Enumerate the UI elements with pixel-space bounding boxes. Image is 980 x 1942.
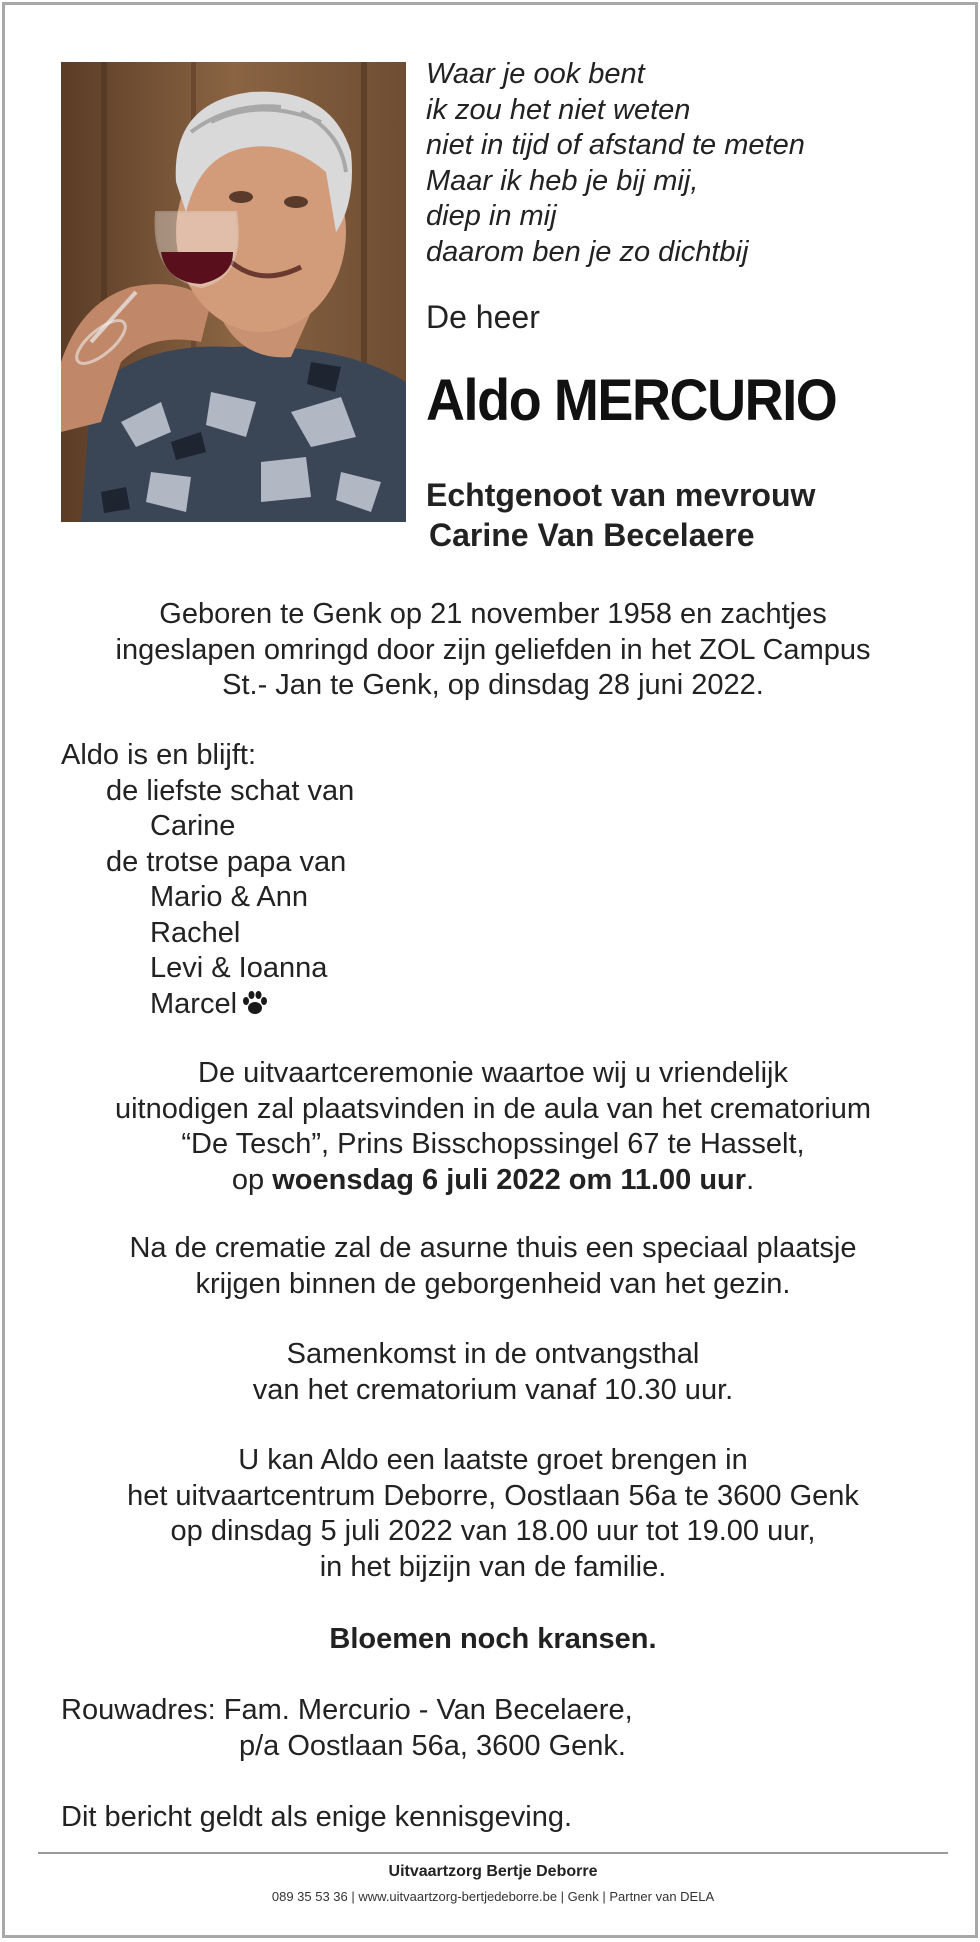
ceremony-line: “De Tesch”, Prins Bisschopssingel 67 te Hasselt, (181, 1128, 805, 1160)
funeral-home-name: Uitvaartzorg Bertje Deborre (388, 1863, 598, 1880)
poem (426, 57, 805, 270)
portrait-photo (61, 62, 406, 522)
ceremony-line: De uitvaartceremonie waartoe wij u vriendelijk (198, 1057, 788, 1089)
ceremony-line: uitnodigen zal plaatsvinden in de aula van het crematorium (114, 1092, 872, 1125)
ceremony-line (5, 1163, 980, 1199)
poem-line: daarom ben je zo dichtbij (426, 235, 749, 268)
address-line-1: Rouwadres: Fam. Mercurio - Van Becelaere, (61, 1694, 633, 1726)
poem-line: diep in mij (426, 200, 557, 232)
family-role: de trotse papa van (106, 845, 347, 878)
poem-line: ik zou het niet weten (426, 93, 691, 126)
family-member: Rachel (150, 916, 241, 949)
ceremony-details (5, 1056, 980, 1198)
family-member-with-pet (61, 987, 354, 1023)
gathering-details (5, 1337, 980, 1408)
birth-line: Geboren te Genk op 21 november 1958 en zachtjes (159, 598, 827, 630)
portrait-image (61, 62, 406, 522)
visit-line: op dinsdag 5 juli 2022 van 18.00 uur tot 19.00 uur, (170, 1515, 816, 1547)
family-member: Carine (150, 810, 236, 842)
poem-line: niet in tijd of afstand te meten (426, 129, 805, 161)
birth-line: St.- Jan te Genk, op dinsdag 28 juni 2022. (222, 669, 764, 701)
paw-print-icon (241, 990, 269, 1016)
poem-line: Maar ik heb je bij mij, (426, 164, 699, 197)
spouse-line-1: Echtgenoot van mevrouw (426, 477, 816, 513)
birth-death-details (5, 597, 980, 704)
urn-line: krijgen binnen de geborgenheid van het gezin. (195, 1267, 791, 1300)
gathering-line: Samenkomst in de ontvangsthal (286, 1338, 700, 1370)
gathering-line: van het crematorium vanaf 10.30 uur. (252, 1373, 734, 1406)
ceremony-date: woensdag 6 juli 2022 om 11.00 uur (272, 1163, 747, 1196)
visit-line: het uitvaartcentrum Deborre, Oostlaan 56a te 3600 Genk (127, 1479, 859, 1512)
spouse-line-2: Carine Van Becelaere (429, 517, 755, 553)
visit-line: U kan Aldo een laatste groet brengen in (238, 1444, 748, 1476)
birth-line: ingeslapen omringd door zijn geliefden in het ZOL Campus (115, 633, 871, 666)
family-member: Levi & Ioanna (150, 952, 328, 984)
urn-line: Na de crematie zal de asurne thuis een speciaal plaatsje (129, 1232, 857, 1264)
poem-line: Waar je ook bent (426, 58, 645, 90)
ceremony-prefix: op (231, 1163, 273, 1196)
address-line-2: p/a Oostlaan 56a, 3600 Genk. (239, 1729, 626, 1762)
footer-divider (38, 1852, 948, 1854)
flowers-note: Bloemen noch kransen. (329, 1623, 657, 1655)
deceased-name: Aldo MERCURIO (426, 368, 837, 433)
family-role: de liefste schat van (106, 774, 355, 807)
visit-line: in het bijzijn van de familie. (319, 1550, 667, 1583)
spouse-info (426, 475, 815, 555)
family-list (61, 738, 354, 1022)
family-member: Marcel (150, 987, 238, 1020)
salutation: De heer (426, 299, 540, 335)
funeral-home-contact: 089 35 53 36 | www.uitvaartzorg-bertjedeborre.be | Genk | Partner van DELA (271, 1889, 715, 1904)
obituary-card (2, 2, 978, 1938)
visit-details (5, 1443, 980, 1585)
family-intro: Aldo is en blijft: (61, 739, 257, 771)
urn-details (5, 1231, 980, 1302)
notice-text: Dit bericht geldt als enige kennisgeving. (61, 1801, 573, 1833)
ceremony-suffix: . (746, 1163, 755, 1196)
mourning-address (61, 1693, 633, 1764)
family-member: Mario & Ann (150, 881, 308, 913)
